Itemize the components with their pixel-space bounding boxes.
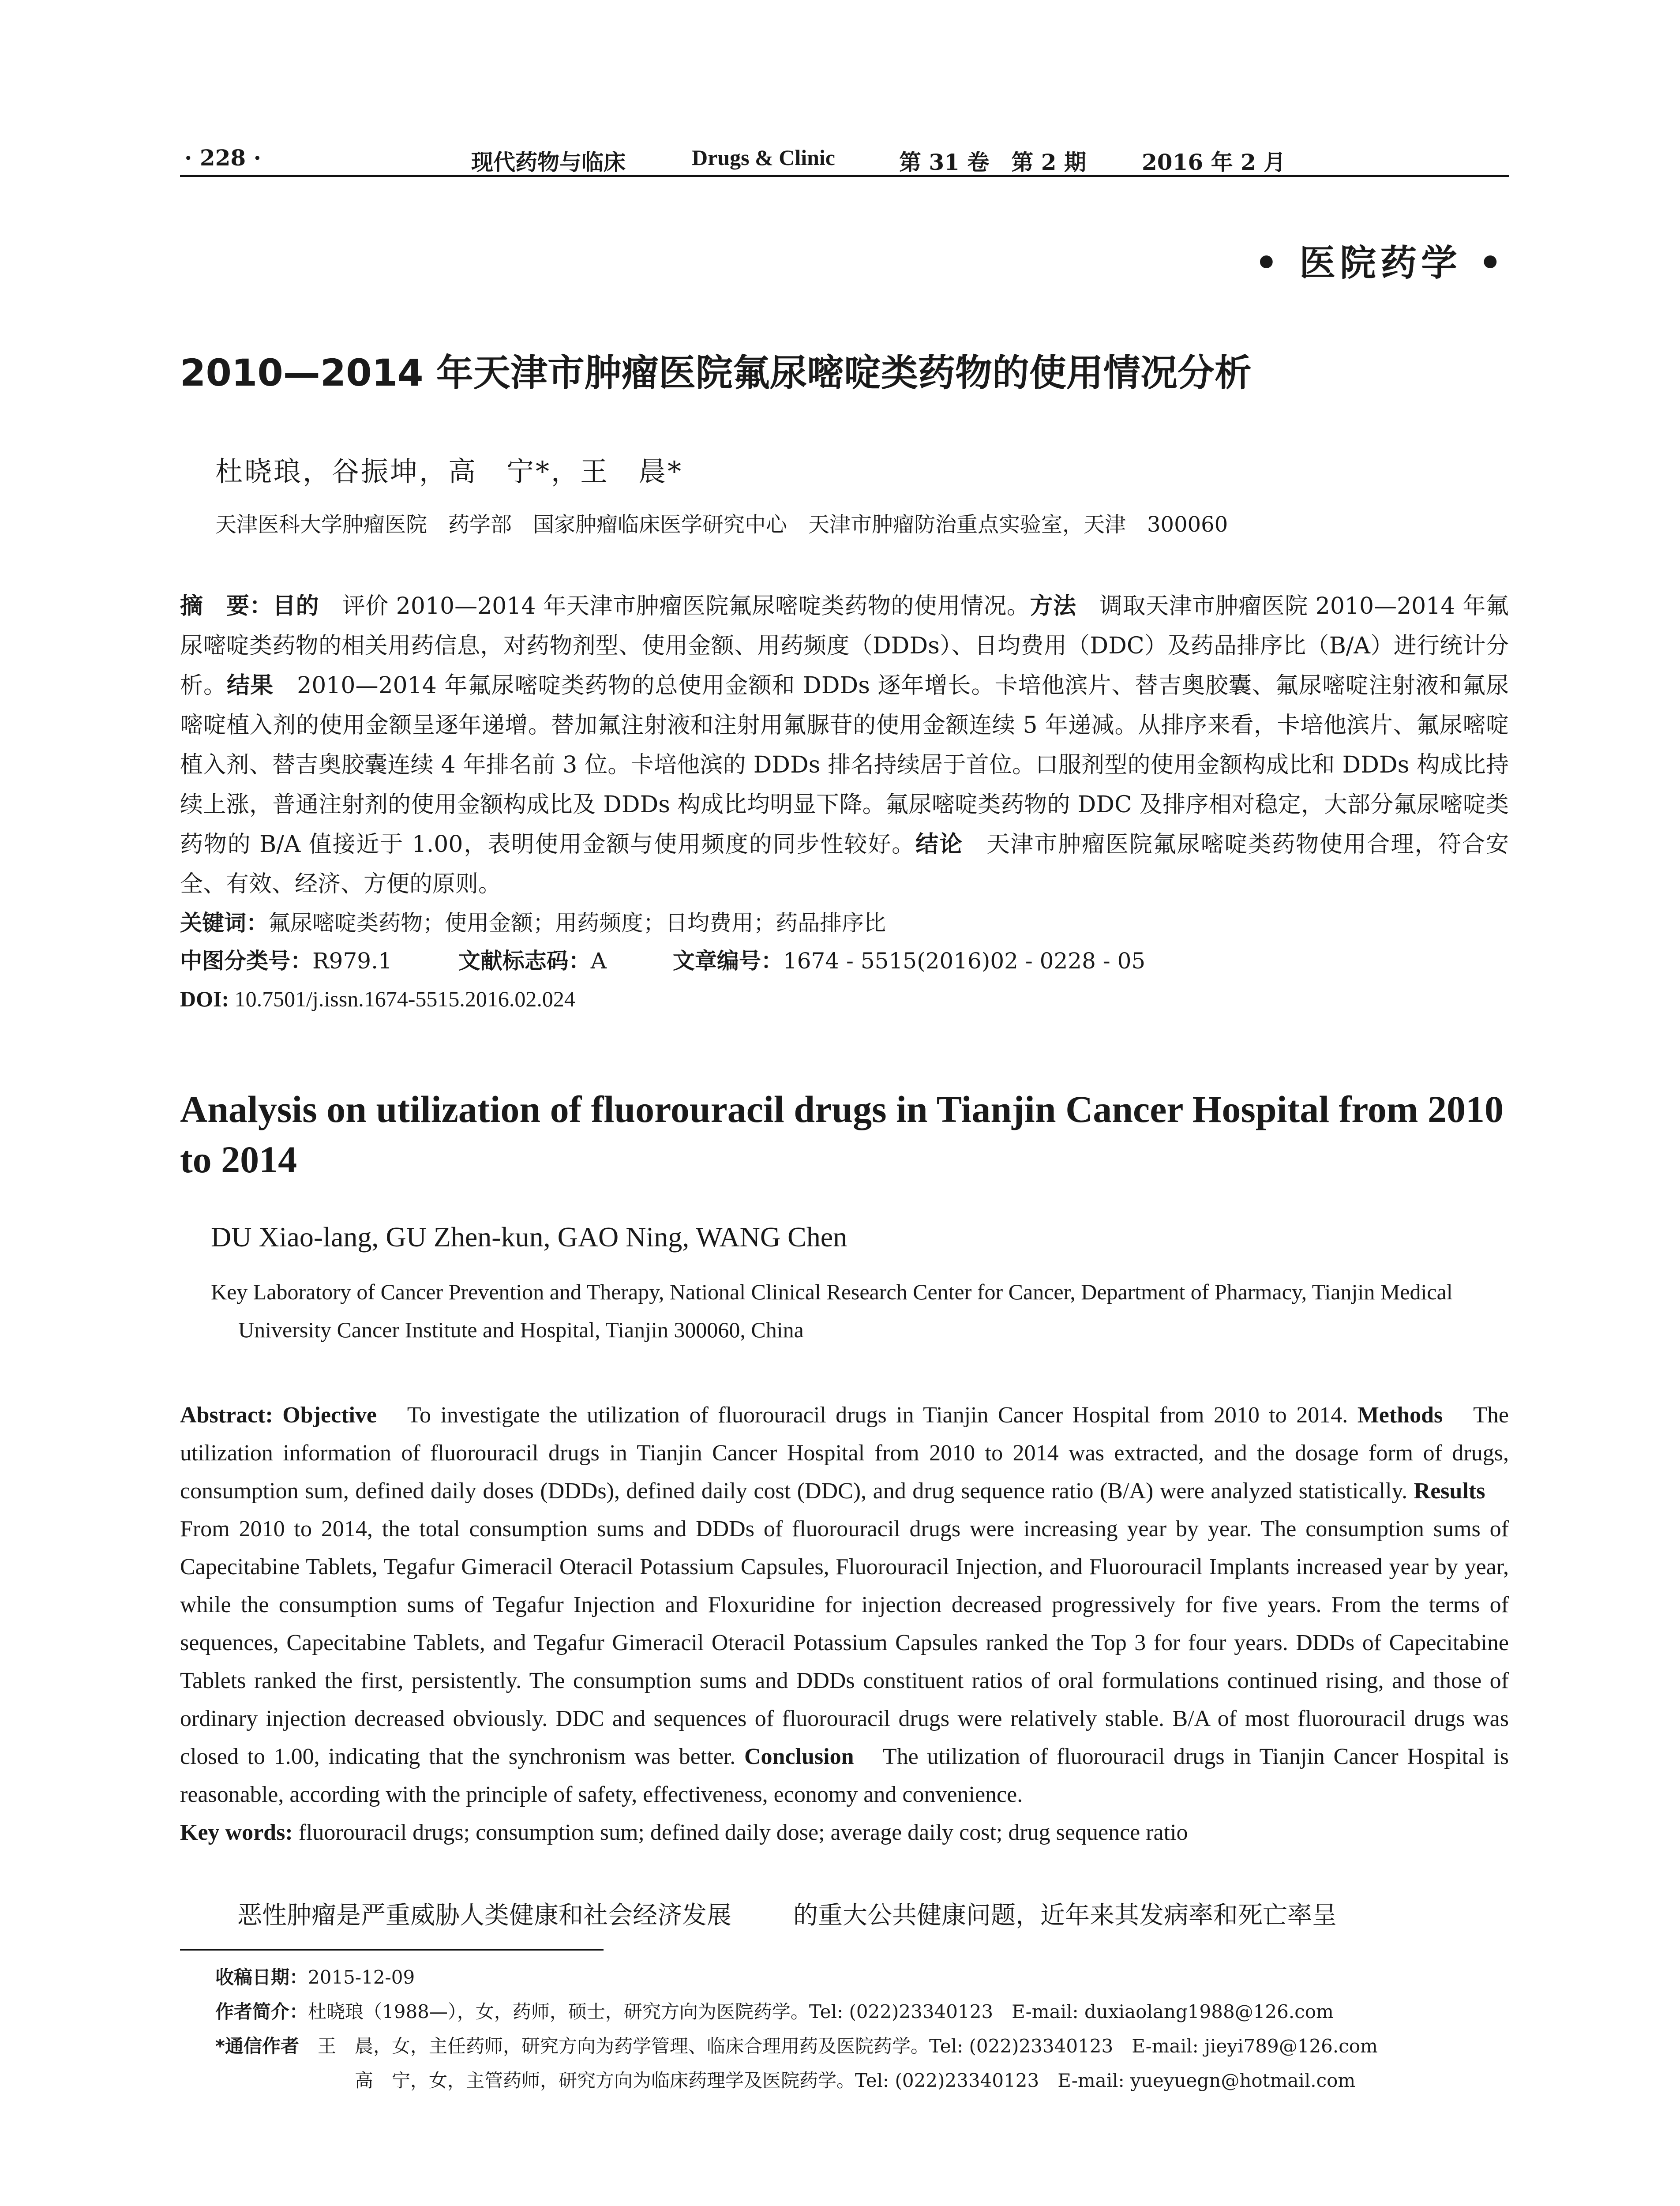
journal-name-cn: 现代药物与临床 [471,149,626,175]
keywords-cn-text: 氟尿嘧啶类药物；使用金额；用药频度；日均费用；药品排序比 [268,910,886,936]
methods-cn-text: 调取天津市肿瘤医院 2010—2014 年氟尿嘧啶类药物的相关用药信息，对药物剂型、使用金额、用药频度（DDDs）、日均费用（DDC）及药品排序比（B/A）进行统计分析。 [180,593,1509,699]
received-label: 收稿日期： [215,1966,308,1988]
footnote-divider [180,1949,604,1951]
conclusion-cn-label: 结论 [915,831,963,858]
conclusion-cn-text: 天津市肿瘤医院氟尿嘧啶类药物使用合理，符合安全、有效、经济、方便的原则。 [180,831,1509,897]
journal-name-en: Drugs & Clinic [692,145,835,170]
abstract-cn-label: 摘 要： [180,593,273,619]
corresponding-1-text: 王 晨，女，主任药师，研究方向为药学管理、临床合理用药及医院药学。Tel: (022)23340123 E-mail: jieyi789@126.com [299,2035,1378,2057]
results-cn-text: 2010—2014 年氟尿嘧啶类药物的总使用金额和 DDDs 逐年增长。卡培他滨片、替吉奥胶囊、氟尿嘧啶注射液和氟尿嘧啶植入剂的使用金额呈逐年递增。替加氟注射液和注射用氟脲苷的使用金额连续 5 年递减。从排序来看，卡培他滨片、氟尿嘧啶植入剂、替吉奥胶囊连续 4 年排名前 3 位。卡培他滨的 DDDs 排名持续居于首位。口服剂型的使用金额构成比和 DDDs 构成比持续上涨，普通注射剂的使用金额构成比及 DDDs 构成比均明显下降。氟尿嘧啶类药物的 DDC 及排序相对稳定，大部分氟尿嘧啶类药物的 B/A 值接近于 1.00，表明使用金额与使用频度的同步性较好。 [180,672,1509,858]
objective-en-label: Objective [273,1403,377,1428]
section-label: • 医院药学 • [1255,242,1506,284]
footnote-author-bio [215,1995,1509,2029]
keywords-cn [180,904,1509,942]
keywords-en [180,1814,1509,1852]
methods-cn-label: 方法 [1030,593,1076,619]
results-cn-label: 结果 [227,672,274,699]
received-date: 2015-12-09 [308,1966,415,1988]
bio-label: 作者简介： [215,2001,308,2022]
article-no-label: 文章编号： [672,948,783,974]
objective-cn-text: 评价 2010—2014 年天津市肿瘤医院氟尿嘧啶类药物的使用情况。 [319,593,1030,619]
footnote-corresponding-1 [215,2029,1509,2063]
page-number: · 228 · [184,145,261,171]
methods-en-label: Methods [1357,1403,1443,1428]
objective-cn-label: 目的 [273,593,319,619]
body-text-part1: 恶性肿瘤是严重威胁人类健康和社会经济发展 [237,1901,731,1930]
title-cn: 2010—2014 年天津市肿瘤医院氟尿嘧啶类药物的使用情况分析 [180,351,1252,394]
authors-cn: 杜晓琅，谷振坤，高 宁*，王 晨* [215,455,683,488]
abstract-en-label: Abstract: [180,1403,273,1428]
results-en-text: From 2010 to 2014, the total consumption sums and DDDs of fluorouracil drugs were increasing year by year. The consumption sums of Capecitabine Tablets, Tegafur Gimeracil Oteracil Potassium Capsules, Fluorouracil Injection, and Fluorouracil Implants increased year by year, while the consumption sums of Tegafur Injection and Floxuridine for injection decreased progressively for five years. From the terms of sequences, Capecitabine Tablets, and Tegafur Gimeracil Oteracil Potassium Capsules ranked the Top 3 for four years. DDDs of Capecitabine Tablets ranked the first, persistently. The consumption sums and DDDs constituent ratios of oral formulations continued rising, and those of ordinary injection decreased obviously. DDC and sequences of fluorouracil drugs were relatively stable. B/A of most fluorouracil drugs was closed to 1.00, indicating that the synchronism was better. [180,1478,1509,1769]
article-page [180,132,1509,2098]
footnotes [180,1960,1509,2098]
objective-en-text: To investigate the utilization of fluorouracil drugs in Tianjin Cancer Hospital from 2010 to 2014. [376,1403,1358,1428]
volume-issue: 第 31 卷 第 2 期 [899,149,1086,175]
affiliation-cn: 天津医科大学肿瘤医院 药学部 国家肿瘤临床医学研究中心 天津市肿瘤防治重点实验室，天津 300060 [215,512,1228,537]
doi-line [180,980,1509,1018]
bio-text: 杜晓琅（1988—），女，药师，硕士，研究方向为医院药学。Tel: (022)23340123 E-mail: duxiaolang1988@126.com [308,2001,1334,2022]
article-no-value: 1674 - 5515(2016)02 - 0228 - 05 [783,948,1146,974]
running-header [180,132,1509,177]
doc-code-value: A [590,948,607,974]
abstract-en [180,1396,1509,1814]
keywords-en-label: Key words: [180,1820,293,1845]
results-en-label: Results [1414,1478,1485,1504]
corresponding-label: *通信作者 [215,2035,299,2057]
affiliation-en: Key Laboratory of Cancer Prevention and Therapy, National Clinical Research Center for Cancer, Department of Pharmacy, Tianjin Medical University Cancer Institute and Hospital, Tianjin 300060, China [211,1279,1453,1342]
doi-link[interactable]: 10.7501/j.issn.1674-5515.2016.02.024 [229,987,575,1011]
keywords-en-text: fluorouracil drugs; consumption sum; defined daily dose; average daily cost; drug sequence ratio [292,1820,1188,1845]
title-en: Analysis on utilization of fluorouracil drugs in Tianjin Cancer Hospital from 2010 to 2014 [180,1088,1504,1181]
doc-code-label: 文献标志码： [458,948,591,974]
clc-value: R979.1 [312,948,392,974]
body-text-part2: 的重大公共健康问题，近年来其发病率和死亡率呈 [793,1901,1337,1930]
publication-date: 2016 年 2 月 [1142,149,1286,175]
clc-label: 中图分类号： [180,948,312,974]
authors-en: DU Xiao-lang, GU Zhen-kun, GAO Ning, WANG Chen [211,1221,848,1253]
doi-label: DOI: [180,987,229,1011]
conclusion-en-text: The utilization of fluorouracil drugs in Tianjin Cancer Hospital is reasonable, according with the principle of safety, effectiveness, economy and convenience. [180,1744,1509,1807]
keywords-cn-label: 关键词： [180,910,268,936]
conclusion-en-label: Conclusion [744,1744,854,1769]
abstract-cn [180,586,1509,904]
body-text-start [180,1896,1509,1931]
footnote-received [215,1960,1509,1995]
classification-line [180,942,1509,980]
footnote-corresponding-2: 高 宁，女，主管药师，研究方向为临床药理学及医院药学。Tel: (022)23340123 E-mail: yueyuegn@hotmail.com [355,2070,1356,2091]
methods-en-text: The utilization information of fluorouracil drugs in Tianjin Cancer Hospital from 2010 to 2014 was extracted, and the dosage form of drugs, consumption sum, defined daily doses (DDDs), defined daily cost (DDC), and drug sequence ratio (B/A) were analyzed statistically. [180,1403,1509,1504]
